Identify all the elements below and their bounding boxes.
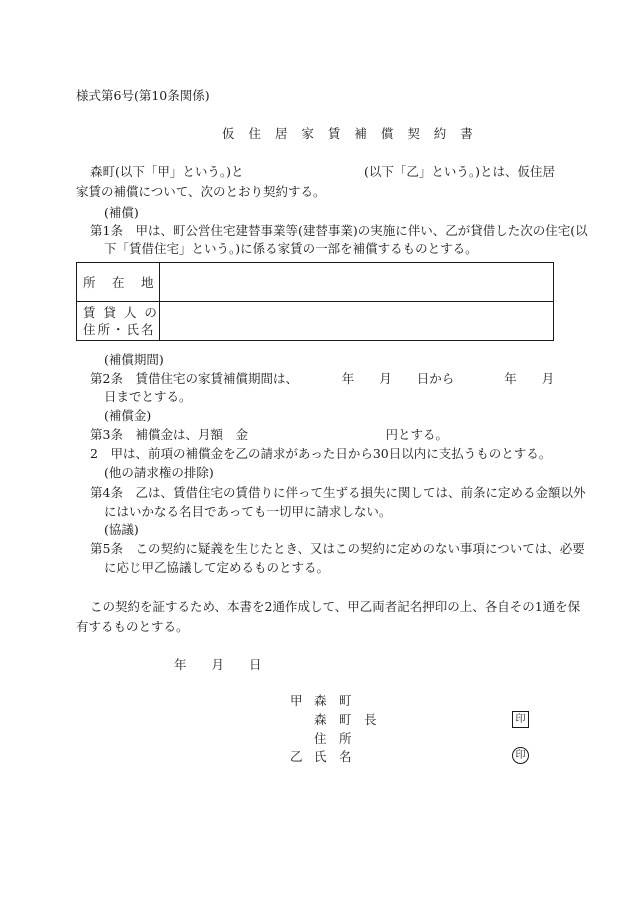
party-a-mark: 甲 (290, 693, 303, 708)
article-4-line-1: 第4条 乙は、賃借住宅の賃借りに伴って生ずる損失に関しては、前条に定める金額以外 (90, 485, 586, 500)
form-number: 様式第6号(第10条関係) (76, 88, 210, 103)
article-3-heading: (補償金) (104, 408, 152, 423)
lessor-label-line-1: 賃 貸 人 の (83, 305, 159, 320)
mayor-label: 森 町 長 (314, 712, 377, 727)
article-4-line-2: にはいかなる名目であっても一切甲に請求しない。 (104, 504, 392, 519)
seal-square-icon: 印 (512, 711, 529, 728)
article-4-heading: (他の請求権の排除) (104, 465, 214, 480)
lessor-label-line-2: 住所・氏名 (83, 322, 156, 337)
party-b-mark: 乙 (290, 749, 303, 764)
article-5-line-2: に応じ甲乙協議して定めるものとする。 (104, 560, 330, 575)
intro-line-1b: (以下「乙」という。)とは、仮住居 (364, 164, 556, 179)
table-row-lessor (77, 302, 554, 341)
location-value (160, 263, 554, 302)
article-5-heading: (協議) (104, 522, 139, 537)
article-1-heading: (補償) (104, 205, 139, 220)
closing-line-1: この契約を証するため、本書を2通作成して、甲乙両者記名押印の上、各自その1通を保 (90, 599, 581, 614)
intro-line-2: 家賃の補償について、次のとおり契約する。 (76, 184, 326, 199)
lessor-label (77, 302, 160, 341)
article-1-line-1: 第1条 甲は、町公営住宅建替事業等(建替事業)の実施に伴い、乙が貸借した次の住宅(以 (90, 223, 588, 238)
article-2-line-1: 第2条 賃借住宅の家賃補償期間は、 年 月 日から 年 月 (90, 371, 555, 386)
location-label: 所 在 地 (77, 263, 160, 302)
address-label: 住 所 (314, 731, 352, 746)
article-2-heading: (補償期間) (104, 352, 164, 367)
property-table (76, 262, 554, 341)
party-a-name: 森 町 (314, 693, 352, 708)
table-row-location (77, 263, 554, 302)
lessor-value (160, 302, 554, 341)
intro-line-1a: 森町(以下「甲」という。)と (90, 164, 244, 179)
article-3-line-1: 第3条 補償金は、月額 金 円とする。 (90, 427, 448, 442)
document-title: 仮 住 居 家 賃 補 償 契 約 書 (222, 126, 478, 141)
seal-circle-icon: 印 (512, 747, 529, 764)
article-5-line-1: 第5条 この契約に疑義を生じたとき、又はこの契約に定めのない事項については、必要 (90, 541, 585, 556)
article-1-line-2: 下「賃借住宅」という。)に係る家賃の一部を補償するものとする。 (104, 241, 478, 256)
contract-date: 年 月 日 (174, 657, 262, 672)
article-2-line-2: 日までとする。 (104, 389, 192, 404)
closing-line-2: 有するものとする。 (76, 619, 189, 634)
article-3-line-2: 2 甲は、前項の補償金を乙の請求があった日から30日以内に支払うものとする。 (90, 446, 552, 461)
party-b-name-label: 氏 名 (314, 749, 352, 764)
